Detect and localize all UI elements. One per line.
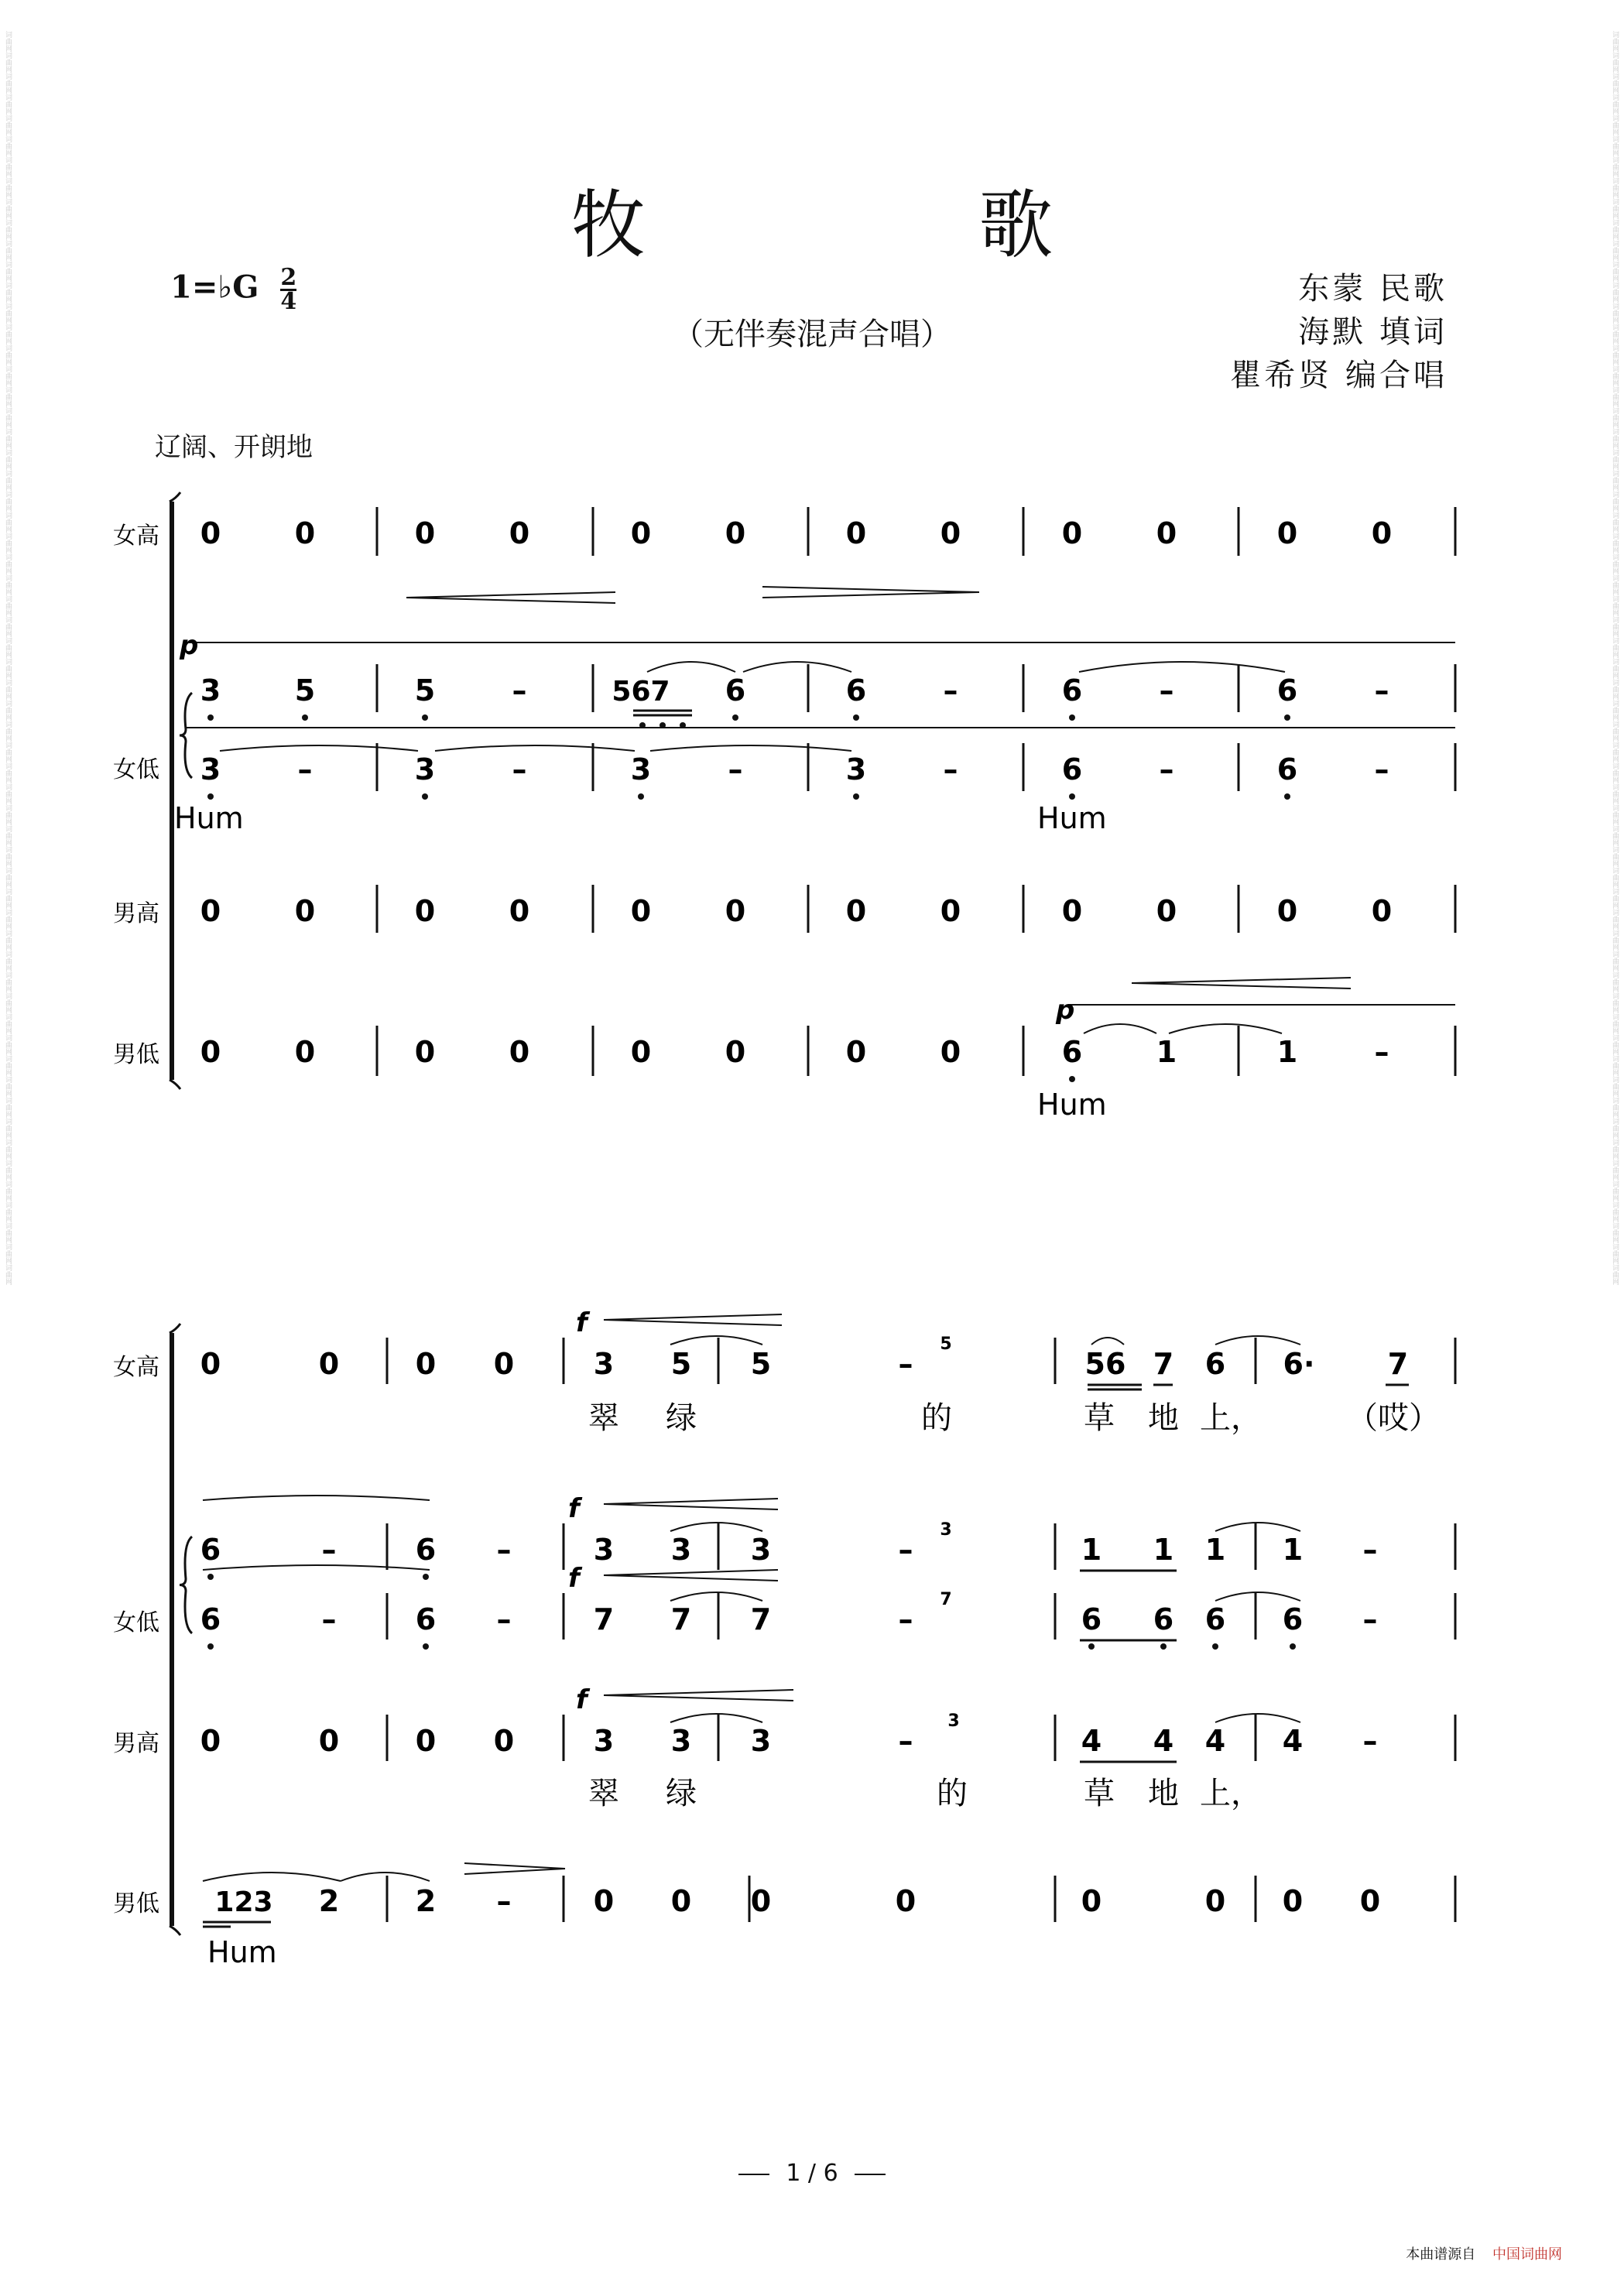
alto-lower-note: 6: [1204, 1602, 1226, 1636]
dynamic-f-alto-upper: f: [568, 1493, 580, 1524]
tempo-marking: 辽阔、开朗地: [155, 432, 313, 463]
bass-note: –: [496, 1884, 512, 1918]
alto-upper-note: –: [1374, 673, 1389, 708]
octave-dot-low: [423, 1574, 429, 1580]
bass-note: 0: [630, 1035, 652, 1069]
hairpin-alto-lower-bottom: [604, 1575, 778, 1581]
key-text: 1=♭G: [170, 269, 259, 306]
bass-note: 0: [1359, 1884, 1381, 1918]
alto-upper-note: –: [512, 673, 527, 708]
bass-note: 0: [1081, 1884, 1102, 1918]
tenor-note: 3: [750, 1724, 772, 1758]
tenor-note: 0: [200, 894, 221, 928]
hum-bass-2: Hum: [207, 1935, 277, 1969]
bass-note: 0: [725, 1035, 746, 1069]
alto-upper-note: –: [943, 673, 958, 708]
voice-label-alto: 女低: [113, 1609, 159, 1636]
hairpin-tenor-bottom: [604, 1695, 793, 1701]
alto-upper-note: 5: [414, 673, 436, 708]
octave-dot-low: [732, 714, 738, 721]
alto-upper-note: 5: [294, 673, 316, 708]
alto-upper-note: 6: [1061, 673, 1083, 708]
hairpin-cresc-1-top: [406, 592, 615, 598]
slur-alto-1: [647, 662, 735, 672]
slur-s-2: [1091, 1338, 1124, 1345]
lyric-tenor: 上，: [1200, 1776, 1262, 1811]
soprano-note: 0: [318, 1347, 340, 1381]
octave-dot-low: [422, 793, 428, 800]
footer: [1406, 2243, 1562, 2263]
tenor-note: 0: [493, 1724, 515, 1758]
bass-note: 0: [509, 1035, 530, 1069]
system-1-bracket-top-hook: [170, 492, 180, 502]
slur-bass-1: [203, 1873, 341, 1881]
bass-note: 0: [294, 1035, 316, 1069]
octave-dot-low: [1284, 714, 1290, 721]
hairpin-alto-upper-bottom: [604, 1504, 778, 1509]
alto-upper-note: 6: [415, 1533, 437, 1567]
alto-upper-note: –: [496, 1533, 512, 1567]
slur-s-3: [1215, 1336, 1300, 1345]
hairpin-soprano-bottom: [604, 1320, 782, 1325]
tenor-note: 0: [318, 1724, 340, 1758]
alto-lower-note: 3: [200, 752, 221, 786]
dynamic-f-alto-lower: f: [568, 1563, 580, 1594]
side-watermark-right: 词曲网词曲网词曲网词曲网词曲网词曲网词曲网词曲网词曲网词曲网词曲网词曲网词曲网词曲网词曲网词曲网词曲网词曲网词曲网词曲网词曲网词曲网词曲网词曲网词曲网词曲网词曲网词曲网词曲网词曲网词曲网词曲网词曲网词曲网词曲网词曲网词曲网词曲网词曲网词曲网词曲网词曲网词曲网词曲网词曲网词曲网词曲网词曲网词曲网词曲网词曲网词曲网词曲网词曲网词曲网词曲网词曲网词曲网词曲网词曲网: [1611, 31, 1619, 1285]
alto-lower-note: –: [728, 752, 743, 786]
hairpin-alto-lower-top: [604, 1570, 778, 1575]
tenor-note: 0: [200, 1724, 221, 1758]
alto-lower-note: 6: [1081, 1602, 1102, 1636]
bass-note: 0: [670, 1884, 692, 1918]
alto-lower-note: –: [898, 1602, 913, 1636]
voice-label-tenor: 男高: [113, 1730, 159, 1757]
tenor-note: 4: [1204, 1724, 1226, 1758]
slur-alto-3: [1079, 662, 1285, 672]
grace-note: 5: [940, 1335, 952, 1354]
tenor-note: 0: [294, 894, 316, 928]
alto-lower-note: 7: [670, 1602, 692, 1636]
bass-note: 2: [415, 1884, 437, 1918]
hairpin-soprano-top: [604, 1314, 782, 1320]
octave-dot-low: [1160, 1643, 1167, 1650]
alto-upper-note: 1: [1204, 1533, 1226, 1567]
soprano-note: 0: [1276, 516, 1298, 550]
soprano-note: –: [898, 1347, 913, 1381]
hairpin-bass-top: [464, 1863, 565, 1869]
lyric-tenor: 绿: [666, 1776, 697, 1811]
tenor-note: 0: [1156, 894, 1177, 928]
slur-t-2: [1215, 1714, 1300, 1722]
soprano-note: 0: [493, 1347, 515, 1381]
alto-upper-note: 6: [725, 673, 746, 708]
bass-note: 0: [940, 1035, 961, 1069]
alto-upper-note: 1: [1153, 1533, 1174, 1567]
alto-lower-note: 3: [414, 752, 436, 786]
soprano-note: 0: [1061, 516, 1083, 550]
soprano-note: 56: [1084, 1347, 1126, 1381]
system-2-alto-brace: [180, 1537, 192, 1633]
octave-dot-low: [422, 714, 428, 721]
alto-lower-note: –: [512, 752, 527, 786]
system-2: [113, 1307, 1455, 1969]
octave-dot-low: [207, 1574, 214, 1580]
slur-a-1: [670, 1523, 762, 1531]
slur-t-1: [670, 1714, 762, 1722]
tenor-note: 0: [1061, 894, 1083, 928]
alto-upper-note: 3: [593, 1533, 615, 1567]
alto-lower-note: 7: [750, 1602, 772, 1636]
slur-alto-held: [203, 1496, 430, 1500]
alto-upper-note: –: [1159, 673, 1174, 708]
lyric-tenor: 地: [1148, 1776, 1179, 1811]
alto-upper-note: –: [898, 1533, 913, 1567]
alto-lower-note: –: [943, 752, 958, 786]
credit-lyricist: 海默 填词: [1298, 314, 1448, 350]
soprano-note: 0: [940, 516, 961, 550]
tenor-note: 4: [1282, 1724, 1304, 1758]
hum-alto-1: Hum: [174, 801, 244, 835]
soprano-note: 0: [200, 516, 221, 550]
octave-dot-low: [1069, 714, 1075, 721]
alto-lower-note: –: [1159, 752, 1174, 786]
soprano-note: 0: [200, 1347, 221, 1381]
bass-note: 0: [200, 1035, 221, 1069]
octave-dot-low: [853, 714, 859, 721]
bass-note: 2: [318, 1884, 340, 1918]
lyric-soprano: （哎）: [1347, 1400, 1440, 1436]
tenor-note: 0: [940, 894, 961, 928]
system-1-alto-brace: [180, 693, 192, 778]
bass-note: 0: [895, 1884, 916, 1918]
soprano-note: 6: [1204, 1347, 1226, 1381]
tenor-note: 0: [725, 894, 746, 928]
alto-lower-note: –: [496, 1602, 512, 1636]
alto-upper-note: 3: [670, 1533, 692, 1567]
slur-bass-2: [341, 1873, 430, 1881]
grace-note: 3: [940, 1520, 952, 1540]
hairpin-alto-upper-top: [604, 1499, 778, 1504]
alto-lower-note: 7: [593, 1602, 615, 1636]
alto-lower-note: 6: [1276, 752, 1298, 786]
soprano-note: 0: [725, 516, 746, 550]
tenor-note: 3: [670, 1724, 692, 1758]
soprano-note: 0: [294, 516, 316, 550]
tenor-note: –: [1362, 1724, 1378, 1758]
octave-dot-low: [1212, 1643, 1218, 1650]
voice-label-soprano: 女高: [113, 1354, 159, 1381]
footer-source: 本曲谱源自: [1406, 2246, 1476, 2263]
dynamic-f-soprano: f: [576, 1307, 588, 1338]
slur-alto-low-2: [435, 745, 635, 751]
hum-bass: Hum: [1037, 1088, 1107, 1122]
footer-site[interactable]: 中国词曲网: [1492, 2246, 1562, 2263]
bass-note: 0: [1282, 1884, 1304, 1918]
voice-label-tenor: 男高: [113, 900, 159, 927]
tenor-note: 0: [414, 894, 436, 928]
alto-upper-note: 1: [1081, 1533, 1102, 1567]
system-2-bracket-bottom-hook: [170, 1926, 180, 1935]
bass-note: 1: [1276, 1035, 1298, 1069]
octave-dot-low: [423, 1643, 429, 1650]
tenor-note: 0: [845, 894, 867, 928]
lyric-soprano: 的: [921, 1400, 952, 1436]
voice-label-bass: 男低: [113, 1041, 159, 1068]
alto-upper-note: 3: [200, 673, 221, 708]
lyric-soprano: 绿: [666, 1400, 697, 1436]
alto-upper-note: 3: [750, 1533, 772, 1567]
tenor-note: 3: [593, 1724, 615, 1758]
bass-note: 0: [1204, 1884, 1226, 1918]
bass-note: 0: [845, 1035, 867, 1069]
octave-dot-low: [207, 1643, 214, 1650]
alto-lower-note: 6: [1153, 1602, 1174, 1636]
tenor-note: 0: [1276, 894, 1298, 928]
credit-origin: 东蒙 民歌: [1298, 271, 1448, 307]
song-title: 牧 歌: [570, 182, 1208, 269]
dynamic-p-alto: p: [180, 630, 199, 661]
tenor-note: 0: [630, 894, 652, 928]
alto-upper-note: 1: [1282, 1533, 1304, 1567]
alto-upper-note: 567: [612, 676, 670, 708]
soprano-note: 7: [1387, 1347, 1409, 1381]
slur-alto-low-3: [650, 745, 851, 751]
tenor-note: 0: [415, 1724, 437, 1758]
slur-a-4: [1215, 1592, 1300, 1601]
system-1: [113, 492, 1455, 1122]
soprano-note: 0: [414, 516, 436, 550]
bass-note: –: [1374, 1035, 1389, 1069]
dynamic-f-tenor: f: [576, 1684, 588, 1715]
soprano-note: 0: [415, 1347, 437, 1381]
alto-upper-note: –: [321, 1533, 337, 1567]
system-2-bracket-top-hook: [170, 1324, 180, 1333]
octave-dot-low: [853, 793, 859, 800]
octave-dot-low: [302, 714, 308, 721]
time-bottom: 4: [280, 288, 297, 315]
slur-alto-low-1: [220, 745, 418, 751]
soprano-note: 5: [750, 1347, 772, 1381]
soprano-note: 0: [1156, 516, 1177, 550]
slur-a-2: [1215, 1523, 1300, 1531]
alto-lower-note: 6: [1282, 1602, 1304, 1636]
system-1-bracket-bottom-hook: [170, 1080, 180, 1089]
slur-alto-held-2: [203, 1565, 430, 1570]
slur-s-1: [670, 1336, 762, 1345]
page-number-text: 1 / 6: [786, 2160, 838, 2187]
grace-note: 7: [940, 1590, 952, 1609]
time-top: 2: [280, 264, 297, 291]
alto-lower-note: 3: [630, 752, 652, 786]
bass-note: 123: [214, 1886, 273, 1918]
hairpin-cresc-bass-top: [1132, 978, 1351, 983]
page-number: [0, 2160, 1624, 2187]
alto-lower-note: 6: [200, 1602, 221, 1636]
octave-dot-low: [1069, 793, 1075, 800]
side-watermark-left: 词曲网词曲网词曲网词曲网词曲网词曲网词曲网词曲网词曲网词曲网词曲网词曲网词曲网词曲网词曲网词曲网词曲网词曲网词曲网词曲网词曲网词曲网词曲网词曲网词曲网词曲网词曲网词曲网词曲网词曲网词曲网词曲网词曲网词曲网词曲网词曲网词曲网词曲网词曲网词曲网词曲网词曲网词曲网词曲网词曲网词曲网词曲网词曲网词曲网词曲网词曲网词曲网词曲网词曲网词曲网词曲网词曲网词曲网词曲网词曲网: [4, 31, 12, 1285]
octave-dot-low: [1284, 793, 1290, 800]
hairpin-dim-1-top: [762, 587, 979, 592]
song-subtitle: （无伴奏混声合唱）: [673, 317, 951, 352]
slur-alto-2: [743, 662, 851, 672]
alto-upper-note: 6: [1276, 673, 1298, 708]
soprano-note: 3: [593, 1347, 615, 1381]
hairpin-cresc-1-bottom: [406, 598, 615, 603]
alto-upper-note: 6: [845, 673, 867, 708]
tenor-note: 0: [1371, 894, 1393, 928]
octave-dot-low: [638, 793, 644, 800]
bass-note: 0: [414, 1035, 436, 1069]
hairpin-dim-1-bottom: [762, 592, 979, 598]
alto-upper-note: –: [1362, 1533, 1378, 1567]
voice-label-alto: 女低: [113, 756, 159, 783]
grace-note: 3: [947, 1712, 960, 1731]
voice-label-bass: 男低: [113, 1890, 159, 1917]
lyric-soprano: 地: [1148, 1400, 1179, 1436]
alto-lower-note: 3: [845, 752, 867, 786]
lyric-soprano: 草: [1084, 1400, 1115, 1436]
lyric-tenor: 的: [937, 1776, 968, 1811]
tenor-note: –: [898, 1724, 913, 1758]
octave-dot-low: [1290, 1643, 1296, 1650]
tenor-note: 0: [509, 894, 530, 928]
hairpin-cresc-bass-bottom: [1132, 983, 1351, 989]
voice-label-soprano: 女高: [113, 523, 159, 550]
octave-dot-low: [207, 793, 214, 800]
alto-lower-note: –: [321, 1602, 337, 1636]
soprano-note: 0: [1371, 516, 1393, 550]
credit-arranger: 瞿希贤 编合唱: [1230, 358, 1448, 393]
alto-lower-note: –: [1362, 1602, 1378, 1636]
bass-note: 0: [750, 1884, 772, 1918]
alto-lower-note: 6: [415, 1602, 437, 1636]
alto-lower-note: 6: [1061, 752, 1083, 786]
alto-lower-note: –: [1374, 752, 1389, 786]
octave-dot-low: [1088, 1643, 1095, 1650]
tenor-note: 4: [1081, 1724, 1102, 1758]
slur-a-3: [670, 1592, 762, 1601]
hairpin-tenor-top: [604, 1690, 793, 1695]
hum-alto-2: Hum: [1037, 801, 1107, 835]
slur-bass-2: [1169, 1024, 1282, 1033]
alto-lower-note: –: [297, 752, 313, 786]
hairpin-bass-bottom: [464, 1869, 565, 1874]
soprano-note: 0: [845, 516, 867, 550]
octave-dot-low: [207, 714, 214, 721]
bass-note: 6: [1061, 1035, 1083, 1069]
soprano-note: 5: [670, 1347, 692, 1381]
soprano-note: 7: [1153, 1347, 1174, 1381]
octave-dot-low: [1069, 1076, 1075, 1082]
tenor-note: 4: [1153, 1724, 1174, 1758]
soprano-note: 6·: [1283, 1347, 1315, 1381]
lyric-tenor: 草: [1084, 1776, 1115, 1811]
lyric-tenor: 翠: [588, 1776, 619, 1811]
bass-note: 1: [1156, 1035, 1177, 1069]
dynamic-p-bass: p: [1056, 995, 1075, 1026]
bass-note: 0: [593, 1884, 615, 1918]
lyric-soprano: 翠: [588, 1400, 619, 1436]
lyric-soprano: 上，: [1200, 1400, 1262, 1436]
soprano-note: 0: [509, 516, 530, 550]
slur-bass-1: [1084, 1024, 1156, 1033]
soprano-note: 0: [630, 516, 652, 550]
alto-upper-note: 6: [200, 1533, 221, 1567]
